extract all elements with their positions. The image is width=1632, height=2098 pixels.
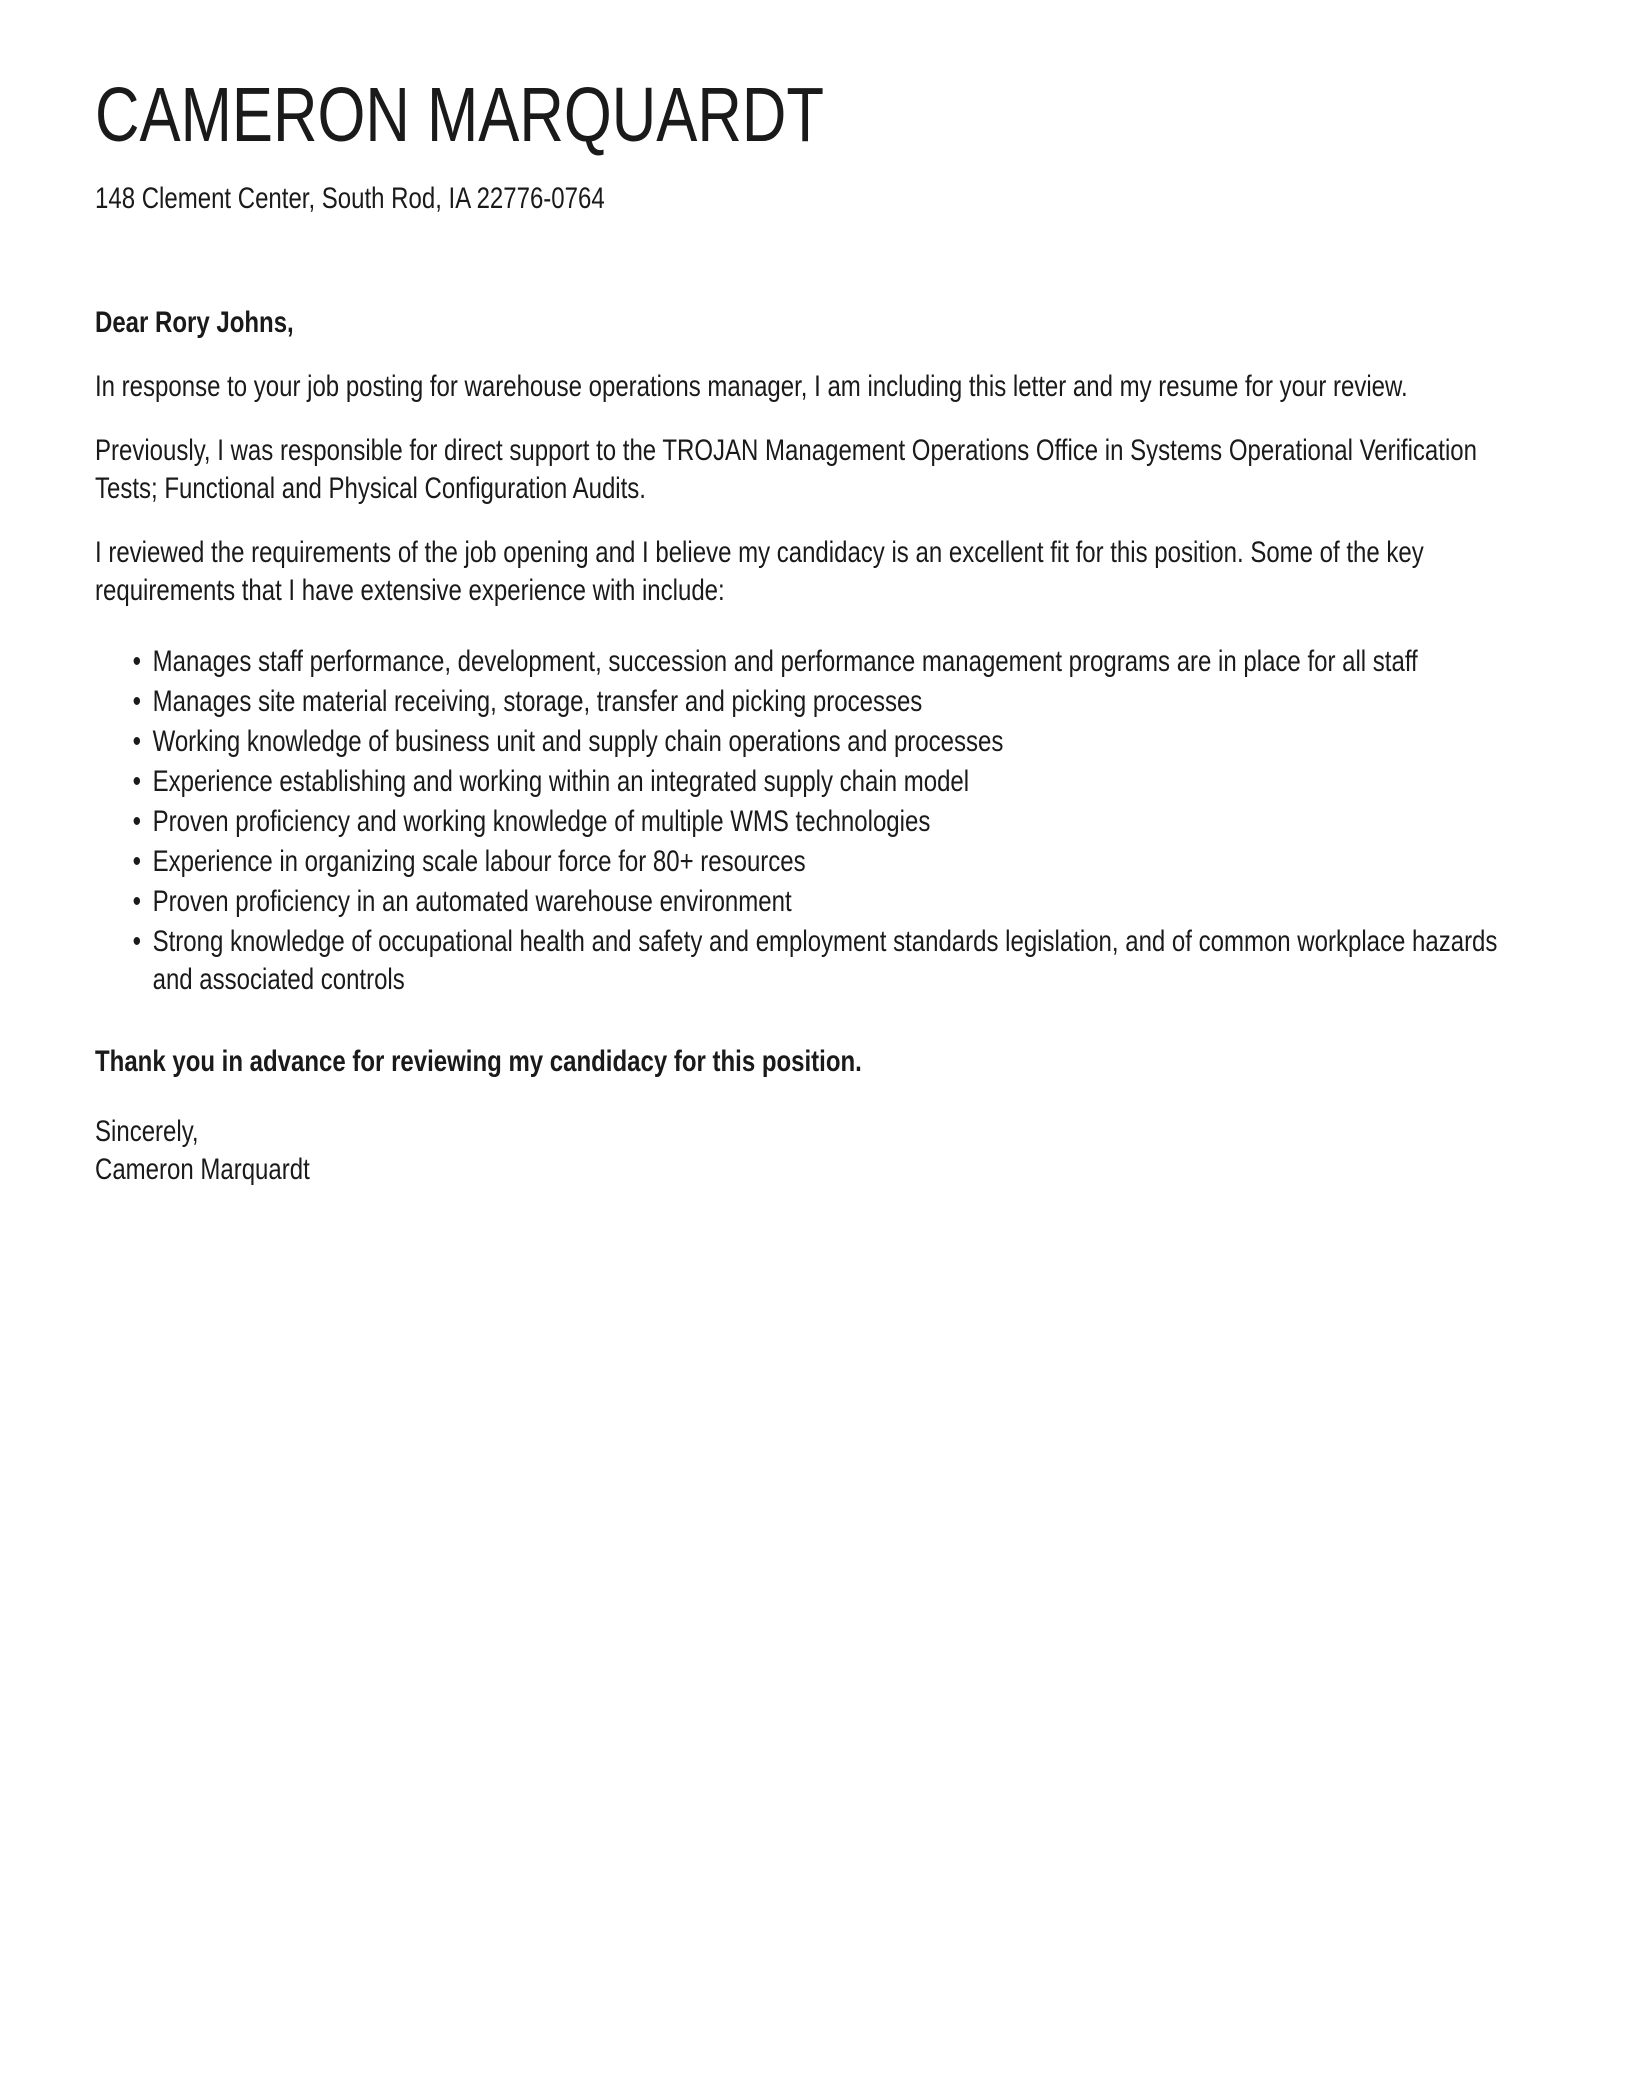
paragraph-requirements-intro: I reviewed the requirements of the job opening and I believe my candidacy is an excellent fit for this position. Some of the key requirements that I have extensive experience with include:: [95, 536, 1424, 607]
requirements-list: [95, 643, 1535, 999]
letter-content: [95, 0, 1535, 1189]
paragraph-intro: In response to your job posting for warehouse operations manager, I am including this letter and my resume for your review.: [95, 370, 1408, 403]
requirement-item: • Manages staff performance, development, succession and performance management programs are in place for all staff: [95, 643, 1535, 681]
signoff: Sincerely,: [95, 1115, 199, 1148]
requirement-item: • Experience establishing and working within an integrated supply chain model: [95, 763, 1535, 801]
signoff-block: [95, 1113, 1535, 1189]
requirement-item: • Working knowledge of business unit and supply chain operations and processes: [95, 723, 1535, 761]
applicant-address: 148 Clement Center, South Rod, IA 22776-0764: [95, 182, 605, 215]
closing-line: Thank you in advance for reviewing my candidacy for this position.: [95, 1045, 862, 1078]
paragraph-experience: Previously, I was responsible for direct support to the TROJAN Management Operations Office in Systems Operational Verification Tests; Functional and Physical Configuration Audits.: [95, 434, 1477, 505]
requirement-item: • Proven proficiency in an automated warehouse environment: [95, 883, 1535, 921]
applicant-name: CAMERON MARQUARDT: [95, 72, 824, 158]
signature-name: Cameron Marquardt: [95, 1153, 310, 1186]
salutation: Dear Rory Johns,: [95, 306, 294, 339]
requirement-item: • Experience in organizing scale labour force for 80+ resources: [95, 843, 1535, 881]
requirement-item: • Proven proficiency and working knowledge of multiple WMS technologies: [95, 803, 1535, 841]
requirement-item: • Manages site material receiving, storage, transfer and picking processes: [95, 683, 1535, 721]
requirement-item: • Strong knowledge of occupational health and safety and employment standards legislation, and of common workplace hazards and associated controls: [95, 923, 1535, 999]
